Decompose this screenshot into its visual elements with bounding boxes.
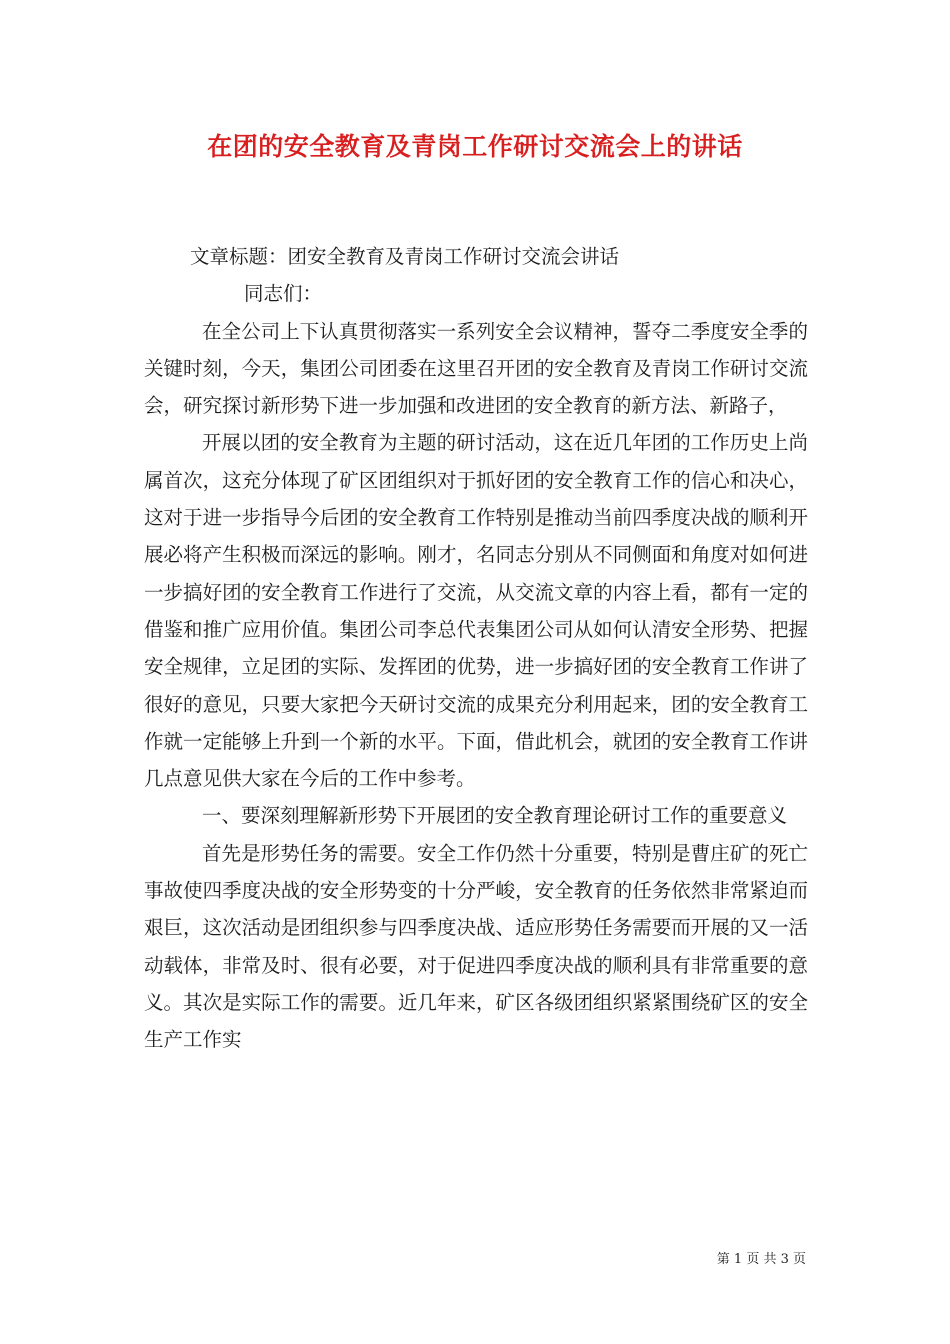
paragraph-1: 在全公司上下认真贯彻落实一系列安全会议精神，誓夺二季度安全季的关键时刻，今天，集团公司团委在这里召开团的安全教育及青岗工作研讨交流会，研究探讨新形势下进一步加强和改进团的安全教育的新方法、新路子， [144, 319, 808, 418]
document-body [144, 238, 808, 1059]
document-title: 在团的安全教育及青岗工作研讨交流会上的讲话 [207, 132, 743, 161]
paragraph-2: 开展以团的安全教育为主题的研讨活动，这在近几年团的工作历史上尚属首次，这充分体现了矿区团组织对于抓好团的安全教育工作的信心和决心，这对于进一步指导今后团的安全教育工作特别是推动当前四季度决战的顺利开展必将产生积极而深远的影响。刚才，名同志分别从不同侧面和角度对如何进一步搞好团的安全教育工作进行了交流，从交流文章的内容上看，都有一定的借鉴和推广应用价值。集团公司李总代表集团公司从如何认清安全形势、把握安全规律，立足团的实际、发挥团的优势，进一步搞好团的安全教育工作讲了很好的意见，只要大家把今天研讨交流的成果充分利用起来，团的安全教育工作就一定能够上升到一个新的水平。下面，借此机会，就团的安全教育工作讲几点意见供大家在今后的工作中参考。 [144, 431, 808, 791]
section-heading-1: 一、要深刻理解新形势下开展团的安全教育理论研讨工作的重要意义 [202, 804, 788, 828]
article-title-line: 文章标题：团安全教育及青岗工作研讨交流会讲话 [190, 245, 620, 268]
greeting: 同志们： [244, 282, 323, 306]
page-number-footer: 第 1 页 共 3 页 [716, 1252, 806, 1267]
paragraph-3: 首先是形势任务的需要。安全工作仍然十分重要，特别是曹庄矿的死亡事故使四季度决战的安全形势变的十分严峻，安全教育的任务依然非常紧迫而艰巨，这次活动是团组织参与四季度决战、适应形势任务需要而开展的又一活动载体，非常及时、很有必要，对于促进四季度决战的顺利具有非常重要的意义。其次是实际工作的需要。近几年来，矿区各级团组织紧紧围绕矿区的安全生产工作实 [144, 841, 808, 1052]
